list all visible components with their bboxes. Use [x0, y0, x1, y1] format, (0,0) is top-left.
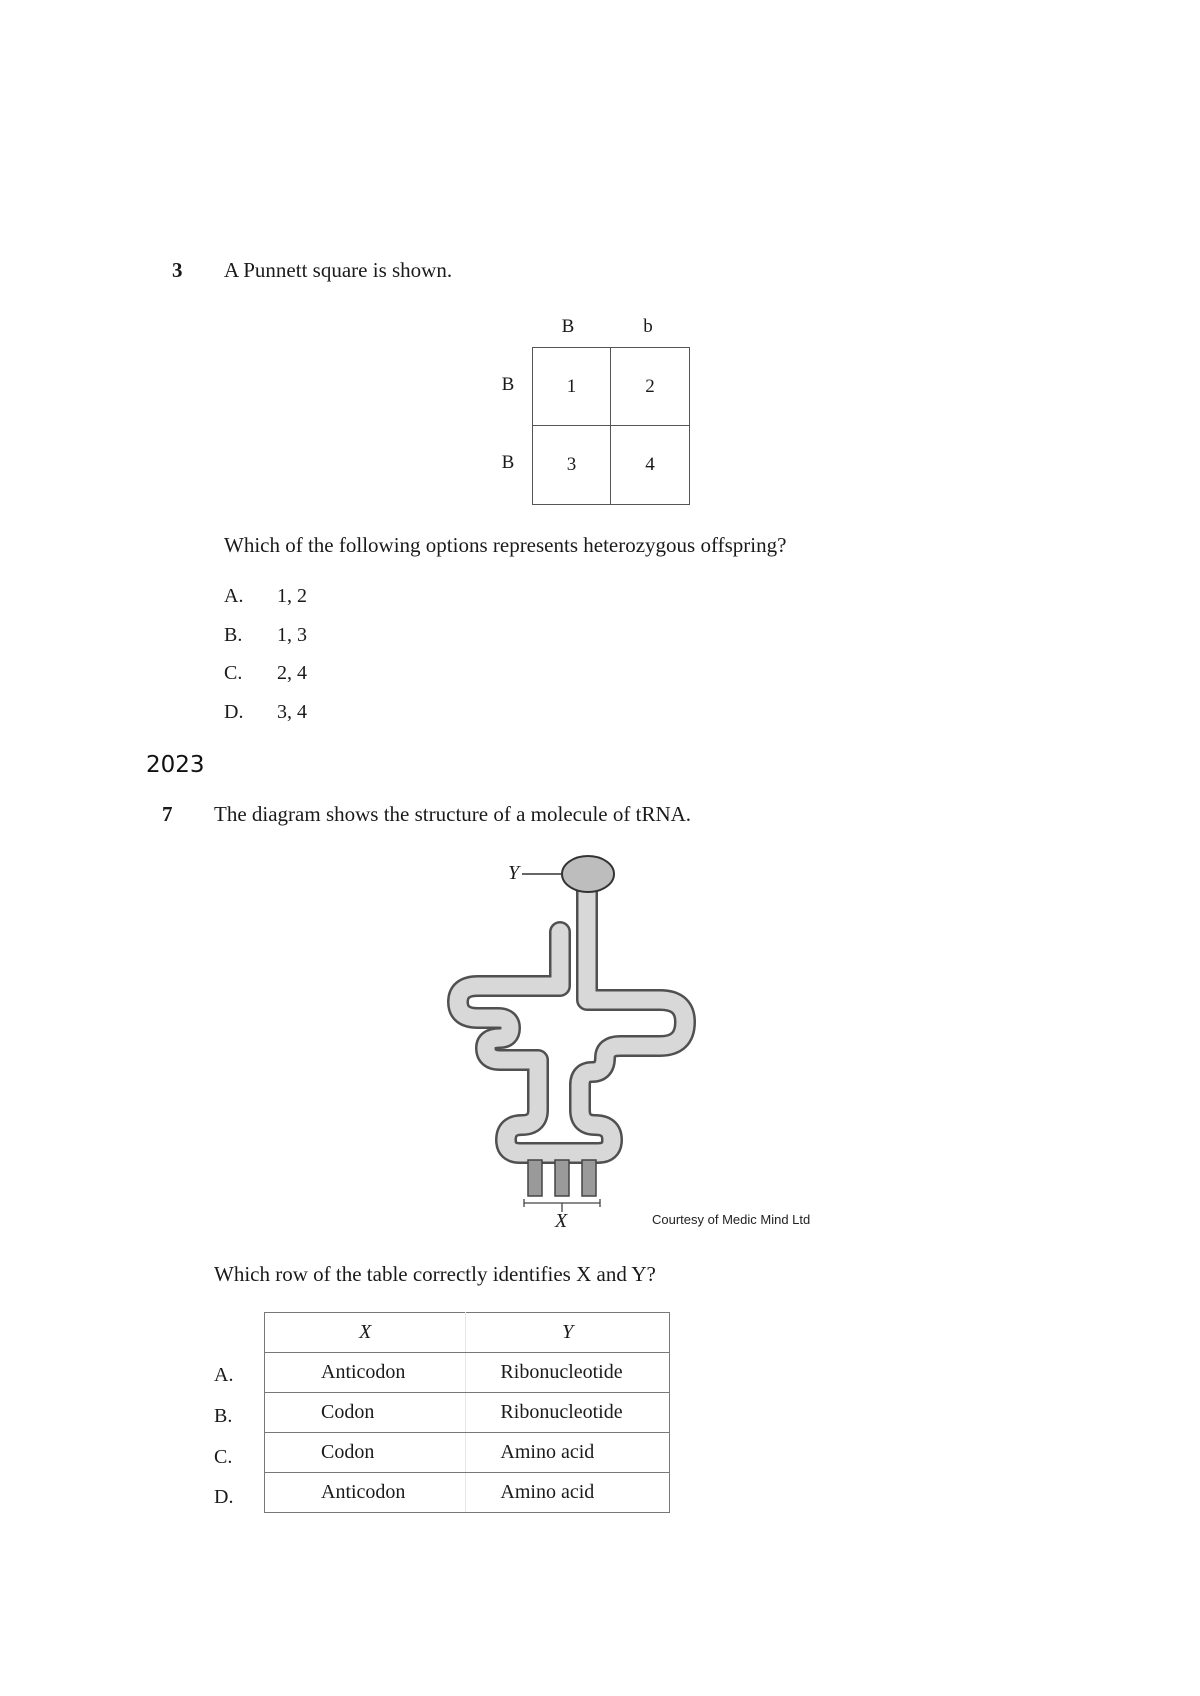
option-value: 1, 2 — [277, 585, 307, 607]
image-credit: Courtesy of Medic Mind Ltd — [652, 1212, 811, 1227]
year-heading: 2023 — [146, 752, 205, 778]
question-3-number: 3 — [172, 258, 183, 282]
question-7-number: 7 — [162, 802, 173, 826]
table-cell-y: Amino acid — [466, 1473, 670, 1513]
question-7-stem: The diagram shows the structure of a molecule of tRNA. — [214, 802, 692, 826]
punnett-row-header: B — [501, 452, 515, 473]
table-header-row — [265, 1313, 670, 1353]
option-letter: C. — [224, 662, 243, 684]
punnett-col-header: B — [561, 316, 575, 337]
question-3-prompt: Which of the following options represents heterozygous offspring? — [224, 533, 787, 557]
option-letter: D. — [224, 701, 244, 723]
table-cell-y: Ribonucleotide — [466, 1353, 670, 1393]
punnett-cell: 4 — [645, 454, 655, 475]
table-row — [265, 1433, 670, 1473]
trna-strand — [458, 882, 685, 1153]
table-cell-x: Anticodon — [265, 1473, 466, 1513]
table-header-y: Y — [466, 1313, 670, 1353]
punnett-col-header: b — [643, 316, 653, 337]
row-letter: C. — [214, 1446, 233, 1468]
table-row — [265, 1473, 670, 1513]
anticodon-bases — [528, 1160, 596, 1196]
option-value: 3, 4 — [277, 701, 307, 723]
punnett-cell: 1 — [533, 348, 611, 426]
option-value: 2, 4 — [277, 662, 307, 684]
punnett-row-header: B — [501, 374, 515, 395]
question-7-prompt: Which row of the table correctly identifies X and Y? — [214, 1262, 656, 1286]
punnett-cell: 2 — [611, 348, 689, 426]
row-letter: D. — [214, 1486, 234, 1508]
question-3-stem: A Punnett square is shown. — [224, 258, 453, 282]
option-value: 1, 3 — [277, 624, 307, 646]
table-header-x: X — [265, 1313, 466, 1353]
label-x: X — [555, 1210, 568, 1232]
answer-table — [264, 1312, 670, 1513]
table-cell-y: Amino acid — [466, 1433, 670, 1473]
table-cell-y: Ribonucleotide — [466, 1393, 670, 1433]
table-cell-x: Anticodon — [265, 1353, 466, 1393]
table-row — [265, 1393, 670, 1433]
punnett-grid — [532, 347, 690, 505]
table-row — [265, 1353, 670, 1393]
row-letter: A. — [214, 1364, 234, 1386]
label-y: Y — [508, 862, 520, 884]
table-cell-x: Codon — [265, 1433, 466, 1473]
option-letter: B. — [224, 624, 243, 646]
amino-acid-attachment-site — [562, 856, 614, 892]
table-cell-x: Codon — [265, 1393, 466, 1433]
option-letter: A. — [224, 585, 244, 607]
punnett-cell: 3 — [533, 426, 611, 504]
trna-diagram — [420, 840, 750, 1240]
row-letter: B. — [214, 1405, 233, 1427]
